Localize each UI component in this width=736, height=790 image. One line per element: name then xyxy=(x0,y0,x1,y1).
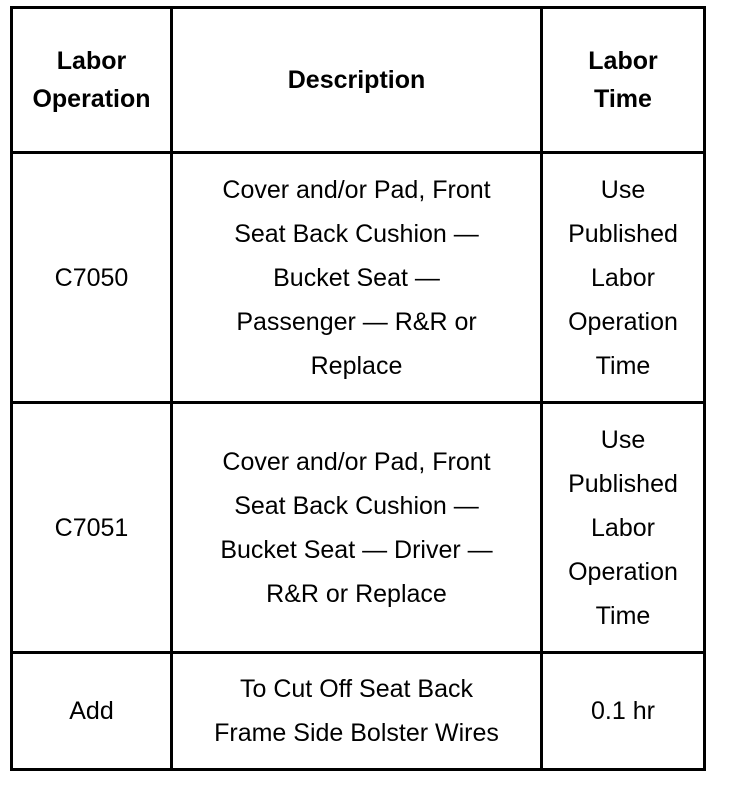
header-description-label: Description xyxy=(287,66,426,94)
table-row xyxy=(12,153,705,403)
cell-description xyxy=(172,653,542,770)
operation-description: To Cut Off Seat Back Frame Side Bolster Wires xyxy=(214,675,499,747)
cell-labor-operation xyxy=(12,403,172,653)
table-row xyxy=(12,403,705,653)
labor-operations-table-container xyxy=(10,6,706,771)
table-header-row xyxy=(12,8,705,153)
table-row xyxy=(12,653,705,770)
labor-operation-code: Add xyxy=(69,697,114,725)
header-description xyxy=(172,8,542,153)
cell-labor-time xyxy=(542,153,705,403)
header-labor-time-label: Labor Time xyxy=(588,47,658,113)
labor-time-value: 0.1 hr xyxy=(591,697,655,725)
header-labor-time xyxy=(542,8,705,153)
labor-time-value: Use Published Labor Operation Time xyxy=(568,175,678,380)
cell-description xyxy=(172,153,542,403)
cell-labor-operation xyxy=(12,153,172,403)
header-labor-operation xyxy=(12,8,172,153)
labor-operations-table xyxy=(10,6,706,771)
cell-description xyxy=(172,403,542,653)
labor-operation-code: C7051 xyxy=(54,513,129,542)
labor-operation-code: C7050 xyxy=(54,263,129,292)
cell-labor-time xyxy=(542,653,705,770)
cell-labor-operation xyxy=(12,653,172,770)
labor-time-value: Use Published Labor Operation Time xyxy=(568,425,678,630)
cell-labor-time xyxy=(542,403,705,653)
header-labor-operation-label: Labor Operation xyxy=(32,47,151,113)
operation-description: Cover and/or Pad, Front Seat Back Cushion — Bucket Seat — Driver — R&R or Replace xyxy=(220,447,493,608)
operation-description: Cover and/or Pad, Front Seat Back Cushion — Bucket Seat — Passenger — R&R or Replace xyxy=(222,175,491,380)
